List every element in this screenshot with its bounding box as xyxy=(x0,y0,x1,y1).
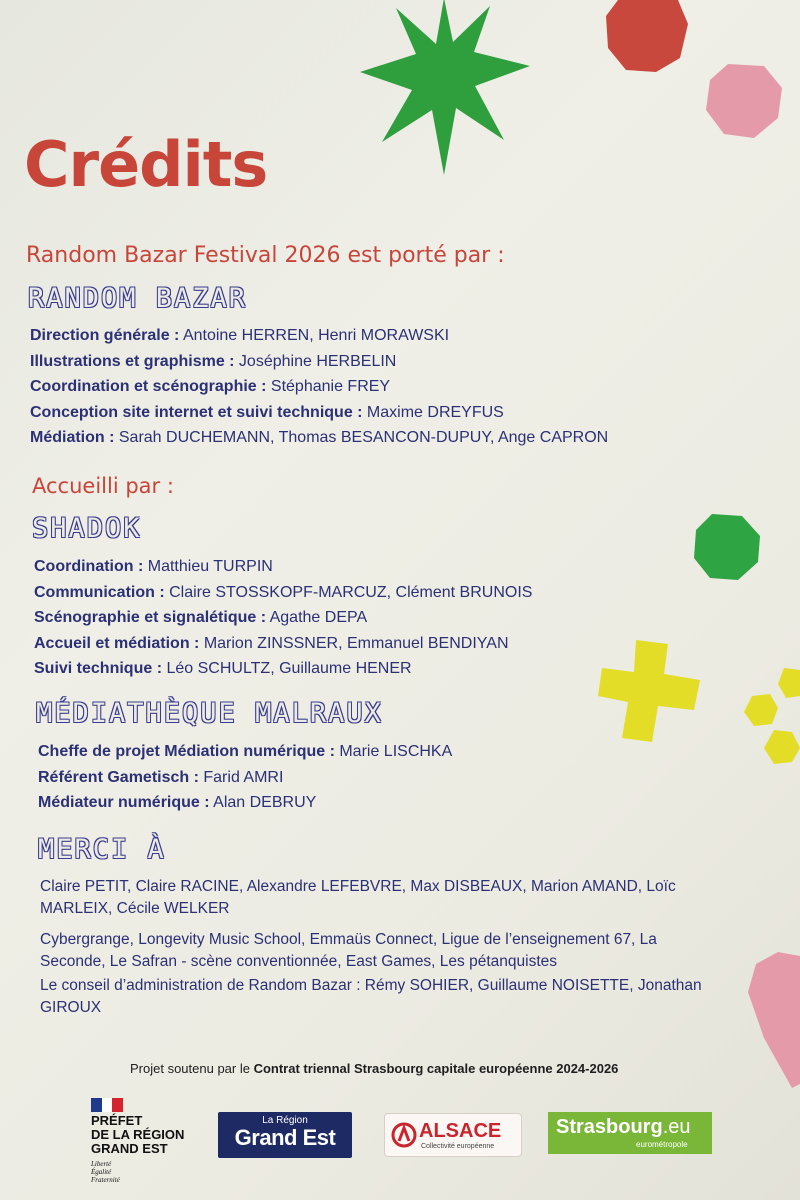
pink-blob-shape xyxy=(704,62,784,140)
credit-line: Cheffe de projet Médiation numérique : Marie LISCHKA xyxy=(38,743,453,760)
shadok-heading: SHADOK xyxy=(32,513,142,544)
grand-est-logo: La Région Grand Est xyxy=(218,1112,352,1158)
credit-line: Scénographie et signalétique : Agathe DEPA xyxy=(34,609,368,626)
credit-line: Référent Gametisch : Farid AMRI xyxy=(38,768,284,786)
yellow-dot-shape xyxy=(744,694,778,726)
yellow-dot-shape xyxy=(764,730,800,764)
green-star-shape xyxy=(356,0,532,175)
random-bazar-heading: RANDOM BAZAR xyxy=(28,283,248,314)
accueilli-par-heading: Accueilli par : xyxy=(32,474,174,498)
star-polygon xyxy=(360,0,530,175)
pink-heart-shape xyxy=(748,952,800,1088)
strasbourg-logo: Strasbourg.eu eurométropole xyxy=(548,1112,712,1154)
thanks-board: Le conseil d’administration de Random Bazar : Rémy SOHIER, Guillaume NOISETTE, Jonathan GIROUX xyxy=(40,977,702,1016)
alsace-logo: ALSACE Collectivité européenne xyxy=(384,1113,522,1157)
credit-line: Coordination : Matthieu TURPIN xyxy=(34,558,273,575)
credit-line: Médiation : Sarah DUCHEMANN, Thomas BESANCON-DUPUY, Ange CAPRON xyxy=(30,429,609,446)
french-flag-icon xyxy=(91,1098,123,1112)
credit-line: Accueil et médiation : Marion ZINSSNER, Emmanuel BENDIYAN xyxy=(34,634,509,652)
credit-line: Suivi technique : Léo SCHULTZ, Guillaume HENER xyxy=(34,660,412,677)
red-blob-shape xyxy=(604,0,690,74)
alsace-mark-icon xyxy=(391,1122,417,1148)
credit-line: Direction générale : Antoine HERREN, Henri MORAWSKI xyxy=(30,327,450,344)
thanks-organisations: Cybergrange, Longevity Music School, Emmaüs Connect, Ligue de l’enseignement 67, La Seconde, Le Safran - scène conventionnée, East Games, Les pétanquistes xyxy=(40,931,657,970)
prefet-motto: Liberté Égalité Fraternité xyxy=(91,1160,120,1184)
mediatheque-heading: MÉDIATHÈQUE MALRAUX xyxy=(36,698,383,729)
shadok-credits xyxy=(34,554,532,682)
page-title: Crédits xyxy=(24,128,268,201)
credit-line: Illustrations et graphisme : Joséphine HERBELIN xyxy=(30,352,397,370)
random-bazar-credits xyxy=(30,323,608,451)
green-dot-shape xyxy=(692,512,762,582)
credit-line: Coordination et scénographie : Stéphanie FREY xyxy=(30,378,391,395)
yellow-cross-shape xyxy=(598,640,702,744)
thanks-people: Claire PETIT, Claire RACINE, Alexandre LEFEBVRE, Max DISBEAUX, Marion AMAND, Loïc MARLEIX, Cécile WELKER xyxy=(40,878,676,917)
prefet-name: PRÉFET DE LA RÉGION GRAND EST xyxy=(91,1113,185,1156)
support-statement: Projet soutenu par le Contrat triennal Strasbourg capitale européenne 2024-2026 xyxy=(130,1061,619,1076)
prefet-logo xyxy=(91,1098,201,1184)
porte-par-heading: Random Bazar Festival 2026 est porté par : xyxy=(26,243,505,268)
mediatheque-credits xyxy=(38,739,452,816)
yellow-dot-shape xyxy=(778,668,800,698)
credit-line: Communication : Claire STOSSKOPF-MARCUZ, Clément BRUNOIS xyxy=(34,583,533,601)
merci-heading: MERCI À xyxy=(38,834,166,865)
credit-line: Médiateur numérique : Alan DEBRUY xyxy=(38,794,317,811)
credit-line: Conception site internet et suivi technique : Maxime DREYFUS xyxy=(30,403,504,421)
